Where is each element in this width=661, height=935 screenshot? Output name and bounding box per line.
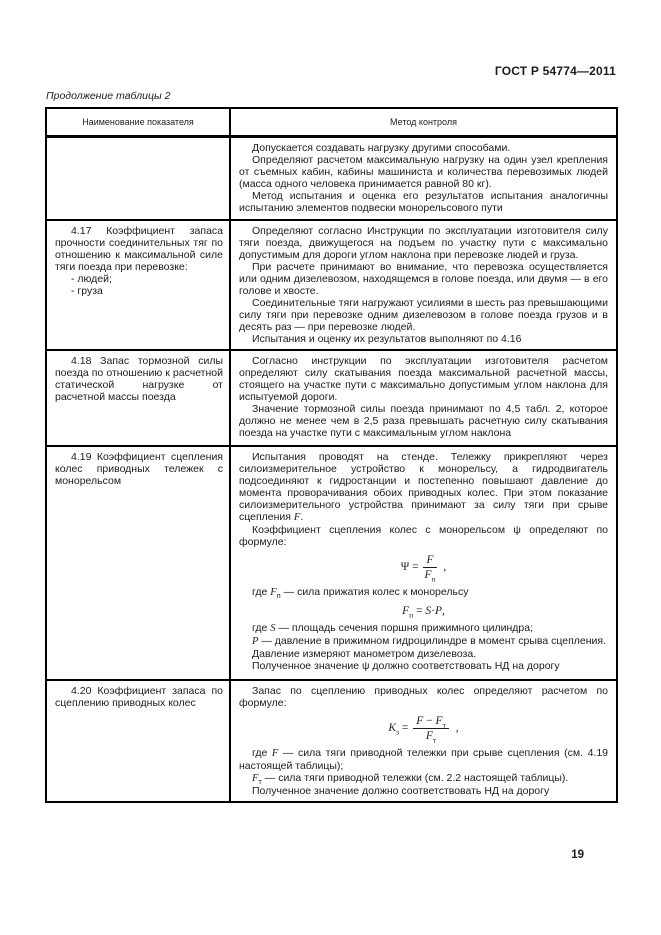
standard-number-header: ГОСТ Р 54774—2011 — [494, 64, 616, 78]
method-paragraph: Запас по сцеплению приводных колес определяют расчетом по формуле: — [239, 685, 608, 709]
method-paragraph: Метод испытания и оценка его результатов испытания аналогичны испытанию элементов подвески монорельсового пути — [239, 189, 608, 214]
table-row-continuation — [46, 136, 617, 220]
method-paragraph: Согласно инструкции по эксплуатации изготовителя расчетом определяют силу скатывания поезда максимальной расчетной массы, стоящего на участке пути с максимально допустимым углом наклона для испытуемой дороги. — [239, 355, 608, 403]
method-paragraph: Полученное значение должно соответствовать НД на дорогу — [252, 785, 550, 797]
fraction — [413, 715, 449, 745]
formula-lhs: Ψ = — [400, 561, 419, 574]
method-paragraph: Допускается создавать нагрузку другими способами. — [252, 141, 511, 154]
table-row-4-18 — [46, 350, 617, 446]
formula-psi — [239, 554, 608, 584]
table-continuation-caption: Продолжение таблицы 2 — [46, 90, 171, 102]
method-paragraph: где $F_п$ — сила прижатия колес к монорельсу — [252, 586, 469, 601]
method-cell — [230, 136, 617, 220]
fraction — [423, 554, 436, 584]
formula-lhs: $К_з$ = — [388, 722, 409, 737]
fraction-numerator: F — [423, 554, 436, 568]
method-paragraph: Давление измеряют манометром дизелевоза. — [252, 648, 477, 660]
indicator-list-item: - людей; — [71, 273, 112, 285]
method-paragraph: Определяют согласно Инструкции по эксплуатации изготовителя силу тяги поезда, движущегося на подъем по участку пути с максимально допустимым для дороги углом наклона при перевозке людей и груза. — [239, 225, 608, 261]
formula-tail: , — [443, 561, 447, 574]
method-cell — [230, 680, 617, 802]
method-cell — [230, 350, 617, 446]
page-number: 19 — [571, 849, 584, 861]
indicator-cell — [46, 220, 230, 350]
fraction-numerator: $F - F_т$ — [413, 715, 449, 729]
method-paragraph: Значение тормозной силы поезда принимают по 4,5 табл. 2, которое должно не менее чем в 2,5 раза превышать расчетную силу скатывания поезда на участке пути с максимальным углом наклона — [239, 403, 608, 439]
column-header-indicator: Наименование показателя — [46, 108, 230, 136]
method-paragraph: где F — сила тяги приводной тележки при срыве сцепления (см. 4.19 настоящей таблицы); — [239, 747, 608, 772]
method-cell — [230, 446, 617, 680]
method-paragraph: Определяют расчетом максимальную нагрузку на один узел крепления от съемных кабин, кабины машиниста и количества перевозимых людей (масса одного человека принимается равной 80 кг). — [239, 153, 608, 190]
method-paragraph: Испытания и оценку их результатов выполняют по 4.16 — [252, 333, 522, 345]
column-header-method: Метод контроля — [230, 108, 617, 136]
method-paragraph: $F_т$ — сила тяги приводной тележки (см. 2.2 настоящей таблицы). — [252, 772, 569, 787]
method-paragraph: P — давление в прижимном гидроцилиндре в момент срыва сцепления. — [252, 635, 607, 647]
table-header-row — [46, 108, 617, 136]
indicator-cell — [46, 350, 230, 446]
method-paragraph: Полученное значение ψ должно соответствовать НД на дорогу — [252, 660, 560, 672]
table-row-4-17 — [46, 220, 617, 350]
table-row-4-19 — [46, 446, 617, 680]
indicator-cell — [46, 680, 230, 802]
formula-tail: , — [455, 722, 459, 735]
method-paragraph: Испытания проводят на стенде. Тележку прикрепляют через силоизмерительное устройство к монорельсу, а гидродвигатель подсоединяют к гидростанции и постепенно повышают давление до момента проворачивания обоих приводных колес. При этом показание силоизмерительного устройства принимают за силу тяги при срыве сцепления F. — [239, 451, 608, 523]
indicator-cell-empty — [46, 136, 230, 220]
method-paragraph: Коэффициент сцепления колес с монорельсом ψ определяют по формуле: — [239, 524, 608, 548]
method-paragraph: где S — площадь сечения поршня прижимного цилиндра; — [252, 622, 533, 634]
indicator-text: 4.17 Коэффициент запаса прочности соединительных тяг по отношению к максимальной силе тяги поезда при перевозке: — [55, 225, 223, 273]
fraction-denominator: $F_п$ — [424, 569, 436, 584]
method-paragraph: Соединительные тяги нагружают усилиями в шесть раз превышающими силу тяги при перевозке одним дизелевозом в голове поезда грузов и в десять раз — при перевозке людей. — [239, 297, 608, 333]
method-cell — [230, 220, 617, 350]
indicator-text: 4.20 Коэффициент запаса по сцеплению приводных колес — [55, 685, 223, 709]
formula-kz — [239, 715, 608, 745]
method-paragraph: При расчете принимают во внимание, что перевозка осуществляется или одним дизелевозом, находящемся в голове поезда, или двумя — в его голове и хвосте. — [239, 261, 608, 297]
indicator-text: 4.19 Коэффициент сцепления колес приводных тележек с монорельсом — [55, 451, 223, 487]
table-row-4-20 — [46, 680, 617, 802]
indicator-text: 4.18 Запас тормозной силы поезда по отношению к расчетной статической нагрузке от расчетной массы поезда — [55, 355, 223, 403]
formula-fp: $F_п = S\cdot P$, — [402, 605, 445, 620]
test-methods-table — [45, 107, 618, 803]
indicator-cell — [46, 446, 230, 680]
fraction-denominator: $F_т$ — [425, 730, 437, 745]
indicator-list-item: - груза — [71, 285, 103, 297]
